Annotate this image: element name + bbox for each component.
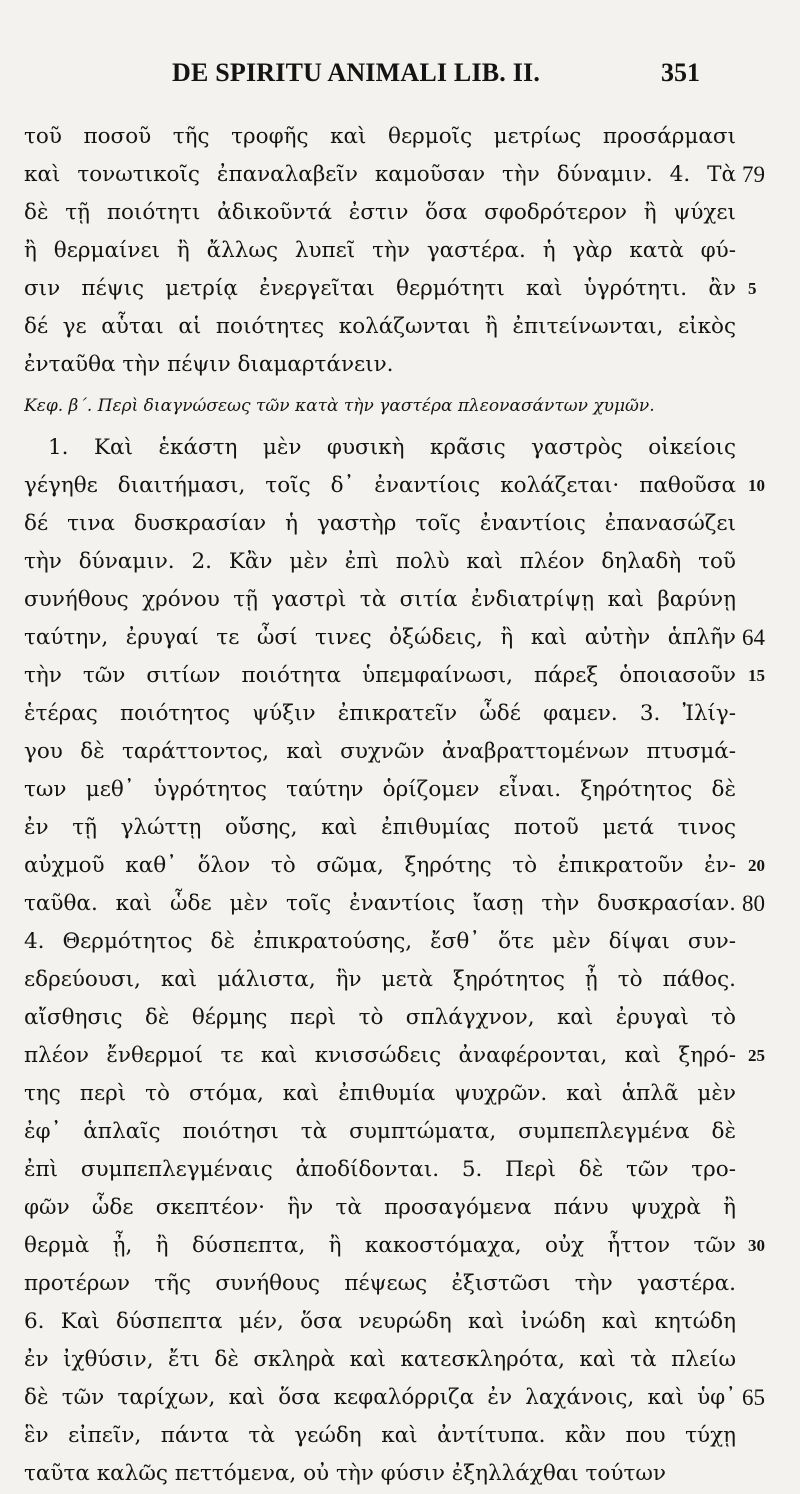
edition-page-number: 80 [742, 891, 765, 916]
text-line: τὴν τῶν σιτίων ποιότητα ὑπεμφαίνωσι, πάρεξ ὁποιασοῦν [24, 663, 736, 688]
text-line: προτέρων τῆς συνήθους πέψεως ἐξιστῶσι τὴν γαστέρα. [24, 1271, 736, 1296]
line-number: 15 [748, 666, 765, 685]
text-line: γέγηθε διαιτήμασι, τοῖς δ᾽ ἐναντίοις κολάζεται· παθοῦσα [24, 473, 736, 498]
edition-page-number: 65 [742, 1385, 765, 1410]
line-number: 20 [748, 856, 765, 875]
text-line: τοῦ ποσοῦ τῆς τροφῆς καὶ θερμοῖς μετρίως προσάρμασι [24, 124, 736, 149]
text-line: γου δὲ ταράττοντος, καὶ συχνῶν ἀναβραττομένων πτυσμά- [24, 739, 736, 764]
edition-page-number: 64 [742, 625, 765, 650]
text-line: δέ τινα δυσκρασίαν ἡ γαστὴρ τοῖς ἐναντίοις ἐπανασώζει [24, 511, 736, 536]
text-line: ἑτέρας ποιότητος ψύξιν ἐπικρατεῖν ὧδέ φαμεν. 3. Ἰλίγ- [24, 701, 736, 726]
text-line: συνήθους χρόνου τῇ γαστρὶ τὰ σιτία ἐνδιατρίψῃ καὶ βαρύνῃ [24, 587, 736, 612]
text-line: ἐφ᾽ ἁπλαῖς ποιότησι τὰ συμπτώματα, συμπεπλεγμένα δὲ [24, 1119, 736, 1144]
text-line: της περὶ τὸ στόμα, καὶ ἐπιθυμία ψυχρῶν. καὶ ἁπλᾶ μὲν [24, 1081, 736, 1106]
text-line: αὐχμοῦ καθ᾽ ὅλον τὸ σῶμα, ξηρότης τὸ ἐπικρατοῦν ἐν- [24, 853, 736, 878]
running-title: DE SPIRITU ANIMALI LIB. II. [172, 58, 541, 87]
text-line: των μεθ᾽ ὑγρότητος ταύτην ὁρίζομεν εἶναι. ξηρότητος δὲ [24, 777, 736, 802]
text-line: ἢ θερμαίνει ἢ ἄλλως λυπεῖ τὴν γαστέρα. ἡ γὰρ κατὰ φύ- [24, 238, 736, 263]
text-line: 6. Καὶ δύσπεπτα μέν, ὅσα νευρώδη καὶ ἰνώδη καὶ κητώδη [24, 1309, 736, 1334]
text-line: εδρεύουσι, καὶ μάλιστα, ἣν μετὰ ξηρότητος ᾖ τὸ πάθος. [24, 967, 736, 992]
text-line: ταῦθα. καὶ ὧδε μὲν τοῖς ἐναντίοις ἴασῃ τὴν δυσκρασίαν. [24, 891, 736, 916]
text-line: σιν πέψις μετρίᾳ ἐνεργεῖται θερμότητι καὶ ὑγρότητι. ἂν [24, 276, 736, 301]
line-number: 25 [748, 1046, 765, 1065]
text-line: ἐνταῦθα τὴν πέψιν διαμαρτάνειν. [24, 352, 394, 377]
text-line: δὲ τῇ ποιότητι ἀδικοῦντά ἐστιν ὅσα σφοδρότερον ἢ ψύχει [24, 200, 736, 225]
line-number: 10 [748, 476, 765, 495]
line-number: 5 [748, 279, 757, 298]
text-line: ταύτην, ἐρυγαί τε ὦσί τινες ὀξώδεις, ἢ καὶ αὐτὴν ἁπλῆν [24, 625, 736, 650]
text-line: 1. Καὶ ἑκάστη μὲν φυσικὴ κρᾶσις γαστρὸς οἰκείοις [48, 435, 736, 460]
text-line: τὴν δύναμιν. 2. Κἂν μὲν ἐπὶ πολὺ καὶ πλέον δηλαδὴ τοῦ [24, 549, 736, 574]
page-number: 351 [661, 58, 700, 87]
chapter-heading: Κεφ. β΄. Περὶ διαγνώσεως τῶν κατὰ τὴν γαστέρα πλεονασάντων χυμῶν. [24, 396, 655, 416]
line-number: 30 [748, 1236, 765, 1255]
text-line: πλέον ἔνθερμοί τε καὶ κνισσώδεις ἀναφέρονται, καὶ ξηρό- [24, 1043, 736, 1068]
text-line: ἐν τῇ γλώττῃ οὔσης, καὶ ἐπιθυμίας ποτοῦ μετά τινος [24, 815, 736, 840]
text-line: ἐπὶ συμπεπλεγμέναις ἀποδίδονται. 5. Περὶ δὲ τῶν τρο- [24, 1157, 736, 1182]
text-line: θερμὰ ᾖ, ἢ δύσπεπτα, ἢ κακοστόμαχα, οὐχ ἧττον τῶν [24, 1233, 736, 1258]
text-line: 4. Θερμότητος δὲ ἐπικρατούσης, ἔσθ᾽ ὅτε μὲν δίψαι συν- [24, 929, 736, 954]
text-line: φῶν ὧδε σκεπτέον· ἣν τὰ προσαγόμενα πάνυ ψυχρὰ ἢ [24, 1195, 736, 1220]
text-line: αἴσθησις δὲ θέρμης περὶ τὸ σπλάγχνον, καὶ ἐρυγαὶ τὸ [24, 1005, 736, 1030]
text-line: δέ γε αὗται αἱ ποιότητες κολάζωνται ἢ ἐπιτείνωνται, εἰκὸς [24, 314, 736, 339]
text-line: δὲ τῶν ταρίχων, καὶ ὅσα κεφαλόρριζα ἐν λαχάνοις, καὶ ὑφ᾽ [24, 1385, 736, 1410]
text-line: ἓν εἰπεῖν, πάντα τὰ γεώδη καὶ ἀντίτυπα. κἂν που τύχῃ [24, 1423, 736, 1448]
text-line: ἐν ἰχθύσιν, ἔτι δὲ σκληρὰ καὶ κατεσκληρότα, καὶ τὰ πλείω [24, 1347, 736, 1372]
text-line: καὶ τονωτικοῖς ἐπαναλαβεῖν καμοῦσαν τὴν δύναμιν. 4. Τὰ [24, 162, 736, 187]
edition-page-number: 79 [742, 162, 765, 187]
text-line: ταῦτα καλῶς πεττόμενα, οὐ τὴν φύσιν ἐξηλλάχθαι τούτων [24, 1461, 666, 1486]
